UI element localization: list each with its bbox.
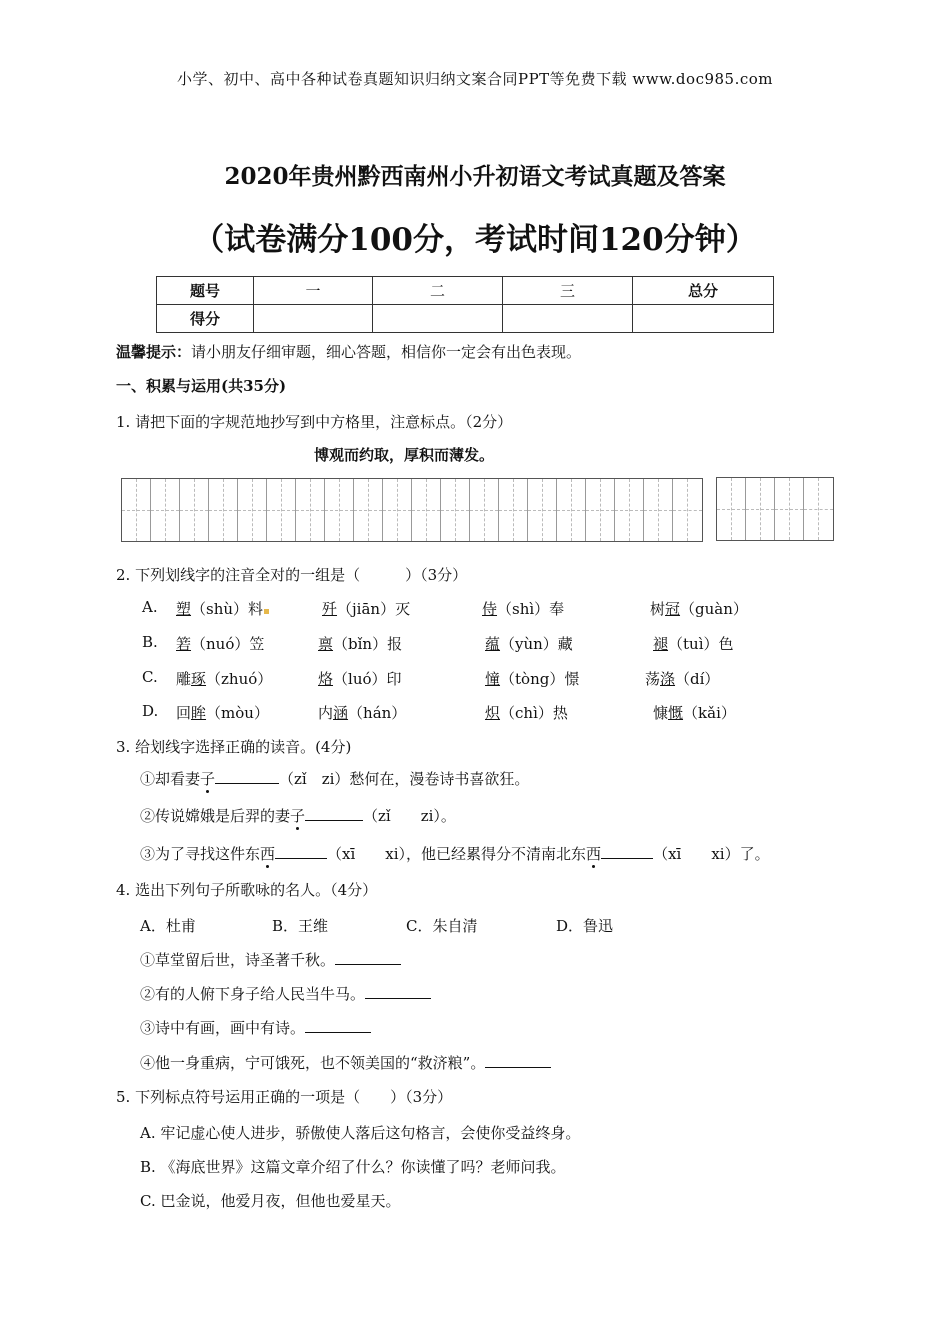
pinyin: （tuì）色 (668, 635, 734, 653)
q4-prompt: 4. 选出下列句子所歌咏的名人。（4分） (116, 881, 378, 899)
answer-blank[interactable] (485, 1053, 551, 1068)
underlined-char: 憧 (485, 670, 501, 688)
pinyin: （shù）料 (191, 600, 264, 618)
section-1-heading: 一、积累与运用(共35分) (116, 377, 287, 395)
grid-cell[interactable] (673, 479, 702, 541)
underlined-char: 炽 (485, 704, 501, 722)
q5-prompt: 5. 下列标点符号运用正确的一项是（ ）（3分） (116, 1088, 453, 1106)
text: （xī xi）了。 (653, 845, 770, 863)
grid-cell[interactable] (296, 479, 325, 541)
q2-d-item-4 (653, 702, 736, 723)
q5-option-a: A. 牢记虚心使人进步，骄傲使人落后这句格言，会使你受益终身。 (140, 1124, 581, 1142)
q5-option-c: C. 巴金说，他爱月夜，但他也爱星天。 (140, 1192, 401, 1210)
grid-cell[interactable] (180, 479, 209, 541)
score-input-cell[interactable] (633, 305, 774, 333)
text: ③诗中有画，画中有诗。 (140, 1019, 306, 1037)
score-input-cell[interactable] (373, 305, 503, 333)
prefix: 回 (176, 704, 192, 722)
q4-line-3 (140, 1017, 371, 1038)
score-cell: 题号 (157, 277, 254, 305)
text: ②传说嫦娥是后羿的妻 (140, 807, 291, 825)
prefix: 树 (650, 600, 666, 618)
q4-line-2 (140, 983, 431, 1004)
answer-blank[interactable] (335, 950, 401, 965)
pinyin: （shì）奉 (497, 600, 565, 618)
underlined-char: 箬 (176, 635, 192, 653)
q2-b-item-3 (485, 633, 573, 654)
score-table (156, 276, 774, 333)
grid-cell[interactable] (354, 479, 383, 541)
dotted-char: 西 (586, 845, 602, 863)
underlined-char: 蕴 (485, 635, 501, 653)
q4-line-1 (140, 949, 401, 970)
underlined-char: 琢 (191, 670, 207, 688)
tip-text: 请小朋友仔细审题，细心答题，相信你一定会有出色表现。 (191, 343, 582, 361)
dotted-char: 子 (200, 770, 216, 788)
dotted-char: 子 (290, 807, 306, 825)
grid-cell[interactable] (717, 478, 746, 540)
q2-a-item-1 (176, 598, 269, 619)
grid-cell[interactable] (528, 479, 557, 541)
grid-cell[interactable] (775, 478, 804, 540)
q2-b-item-2 (318, 633, 402, 654)
q2-d-item-3 (485, 702, 568, 723)
q2-c-item-4 (645, 668, 719, 689)
prefix: 内 (318, 704, 334, 722)
pinyin: （guàn） (680, 600, 748, 618)
q4-option-c: C．朱自清 (406, 917, 478, 935)
pinyin: （nuó）笠 (191, 635, 265, 653)
underlined-char: 涵 (333, 704, 349, 722)
underlined-char: 烙 (318, 670, 334, 688)
answer-blank[interactable] (365, 984, 431, 999)
q2-a-item-2 (322, 598, 410, 619)
q2-prompt: 2. 下列划线字的注音全对的一组是（ ）（3分） (116, 566, 468, 584)
underlined-char: 眸 (191, 704, 207, 722)
text: ③为了寻找这件东 (140, 845, 261, 863)
page-header: 小学、初中、高中各种试卷真题知识归纳文案合同PPT等免费下载 www.doc985.com (176, 70, 774, 88)
grid-cell[interactable] (615, 479, 644, 541)
grid-cell[interactable] (267, 479, 296, 541)
q1-prompt: 1. 请把下面的字规范地抄写到中方格里，注意标点。（2分） (116, 413, 513, 431)
writing-grid[interactable] (121, 478, 703, 542)
writing-grid-extra[interactable] (716, 477, 834, 541)
q2-c-item-2 (318, 668, 402, 689)
q2-letter-d: D. (142, 702, 159, 720)
text: （zǐ zi）。 (363, 807, 456, 825)
grid-cell[interactable] (470, 479, 499, 541)
text: ②有的人俯下身子给人民当牛马。 (140, 985, 366, 1003)
grid-cell[interactable] (644, 479, 673, 541)
grid-cell[interactable] (746, 478, 775, 540)
score-cell: 一 (254, 277, 373, 305)
underlined-char: 禀 (318, 635, 334, 653)
q4-option-b: B．王维 (272, 917, 329, 935)
answer-blank[interactable] (215, 769, 279, 784)
pinyin: （mòu） (206, 704, 269, 722)
score-input-cell[interactable] (503, 305, 633, 333)
underlined-char: 褪 (653, 635, 669, 653)
prefix: 荡 (645, 670, 661, 688)
grid-cell[interactable] (441, 479, 470, 541)
score-input-cell[interactable] (254, 305, 373, 333)
underlined-char: 慨 (668, 704, 684, 722)
underlined-char: 冠 (665, 600, 681, 618)
prefix: 雕 (176, 670, 192, 688)
pinyin: （dí） (675, 670, 720, 688)
q2-letter-a: A. (142, 598, 158, 616)
pinyin: （luó）印 (333, 670, 402, 688)
grid-cell[interactable] (499, 479, 528, 541)
pinyin: （jiān）灭 (337, 600, 411, 618)
pinyin: （yùn）藏 (500, 635, 573, 653)
underlined-char: 涤 (660, 670, 676, 688)
exam-subtitle: （试卷满分100分，考试时间120分钟） (193, 222, 757, 258)
grid-cell[interactable] (383, 479, 412, 541)
text: （zǐ zi）愁何在，漫卷诗书喜欲狂。 (279, 770, 530, 788)
q2-c-item-3 (485, 668, 579, 689)
pinyin: （chì）热 (500, 704, 568, 722)
prefix: 慷 (653, 704, 669, 722)
tip-label: 温馨提示： (116, 343, 192, 361)
text: ①草堂留后世，诗圣著千秋。 (140, 951, 336, 969)
q2-d-item-2 (318, 702, 406, 723)
score-cell: 三 (503, 277, 633, 305)
q3-line-2 (140, 805, 456, 826)
q4-option-a: A．杜甫 (140, 917, 196, 935)
grid-cell[interactable] (151, 479, 180, 541)
dotted-char: 西 (260, 845, 276, 863)
score-cell: 得分 (157, 305, 254, 333)
score-table-header-row (157, 277, 774, 305)
q2-b-item-1 (176, 633, 264, 654)
score-cell: 总分 (633, 277, 774, 305)
q2-b-item-4 (653, 633, 734, 654)
answer-blank[interactable] (305, 1018, 371, 1033)
pinyin: （hán） (348, 704, 407, 722)
pinyin: （zhuó） (206, 670, 273, 688)
grid-cell[interactable] (122, 479, 151, 541)
tip (116, 341, 581, 362)
grid-cell[interactable] (557, 479, 586, 541)
pinyin: （bǐn）报 (333, 635, 403, 653)
q2-letter-c: C. (142, 668, 158, 686)
text: ④他一身重病，宁可饿死，也不领美国的“救济粮”。 (140, 1054, 486, 1072)
grid-cell[interactable] (325, 479, 354, 541)
q2-a-item-3 (482, 598, 564, 619)
exam-title: 2020年贵州黔西南州小升初语文考试真题及答案 (224, 163, 726, 190)
highlight-marker (264, 609, 269, 614)
q4-line-4 (140, 1052, 551, 1073)
q3-prompt: 3. 给划线字选择正确的读音。(4分) (116, 738, 352, 756)
q3-line-3 (140, 843, 770, 864)
q3-line-1 (140, 768, 529, 789)
grid-cell[interactable] (238, 479, 267, 541)
score-cell: 二 (373, 277, 503, 305)
answer-blank[interactable] (305, 806, 363, 821)
q4-option-d: D．鲁迅 (556, 917, 614, 935)
q1-sentence: 博观而约取，厚积而薄发。 (314, 446, 495, 464)
q2-a-item-4 (650, 598, 748, 619)
pinyin: （tòng）憬 (500, 670, 580, 688)
q2-c-item-1 (176, 668, 272, 689)
answer-blank[interactable] (275, 844, 327, 859)
q2-d-item-1 (176, 702, 269, 723)
grid-cell[interactable] (804, 478, 833, 540)
q2-letter-b: B. (142, 633, 158, 651)
underlined-char: 塑 (176, 600, 192, 618)
text: ①却看妻 (140, 770, 201, 788)
q5-option-b: B. 《海底世界》这篇文章介绍了什么？你读懂了吗？老师问我。 (140, 1158, 566, 1176)
underlined-char: 歼 (322, 600, 338, 618)
grid-cell[interactable] (586, 479, 615, 541)
score-table-score-row (157, 305, 774, 333)
pinyin: （kǎi） (683, 704, 736, 722)
underlined-char: 侍 (482, 600, 498, 618)
grid-cell[interactable] (412, 479, 441, 541)
grid-cell[interactable] (209, 479, 238, 541)
answer-blank[interactable] (601, 844, 653, 859)
text: （xī xi），他已经累得分不清南北东 (327, 845, 587, 863)
